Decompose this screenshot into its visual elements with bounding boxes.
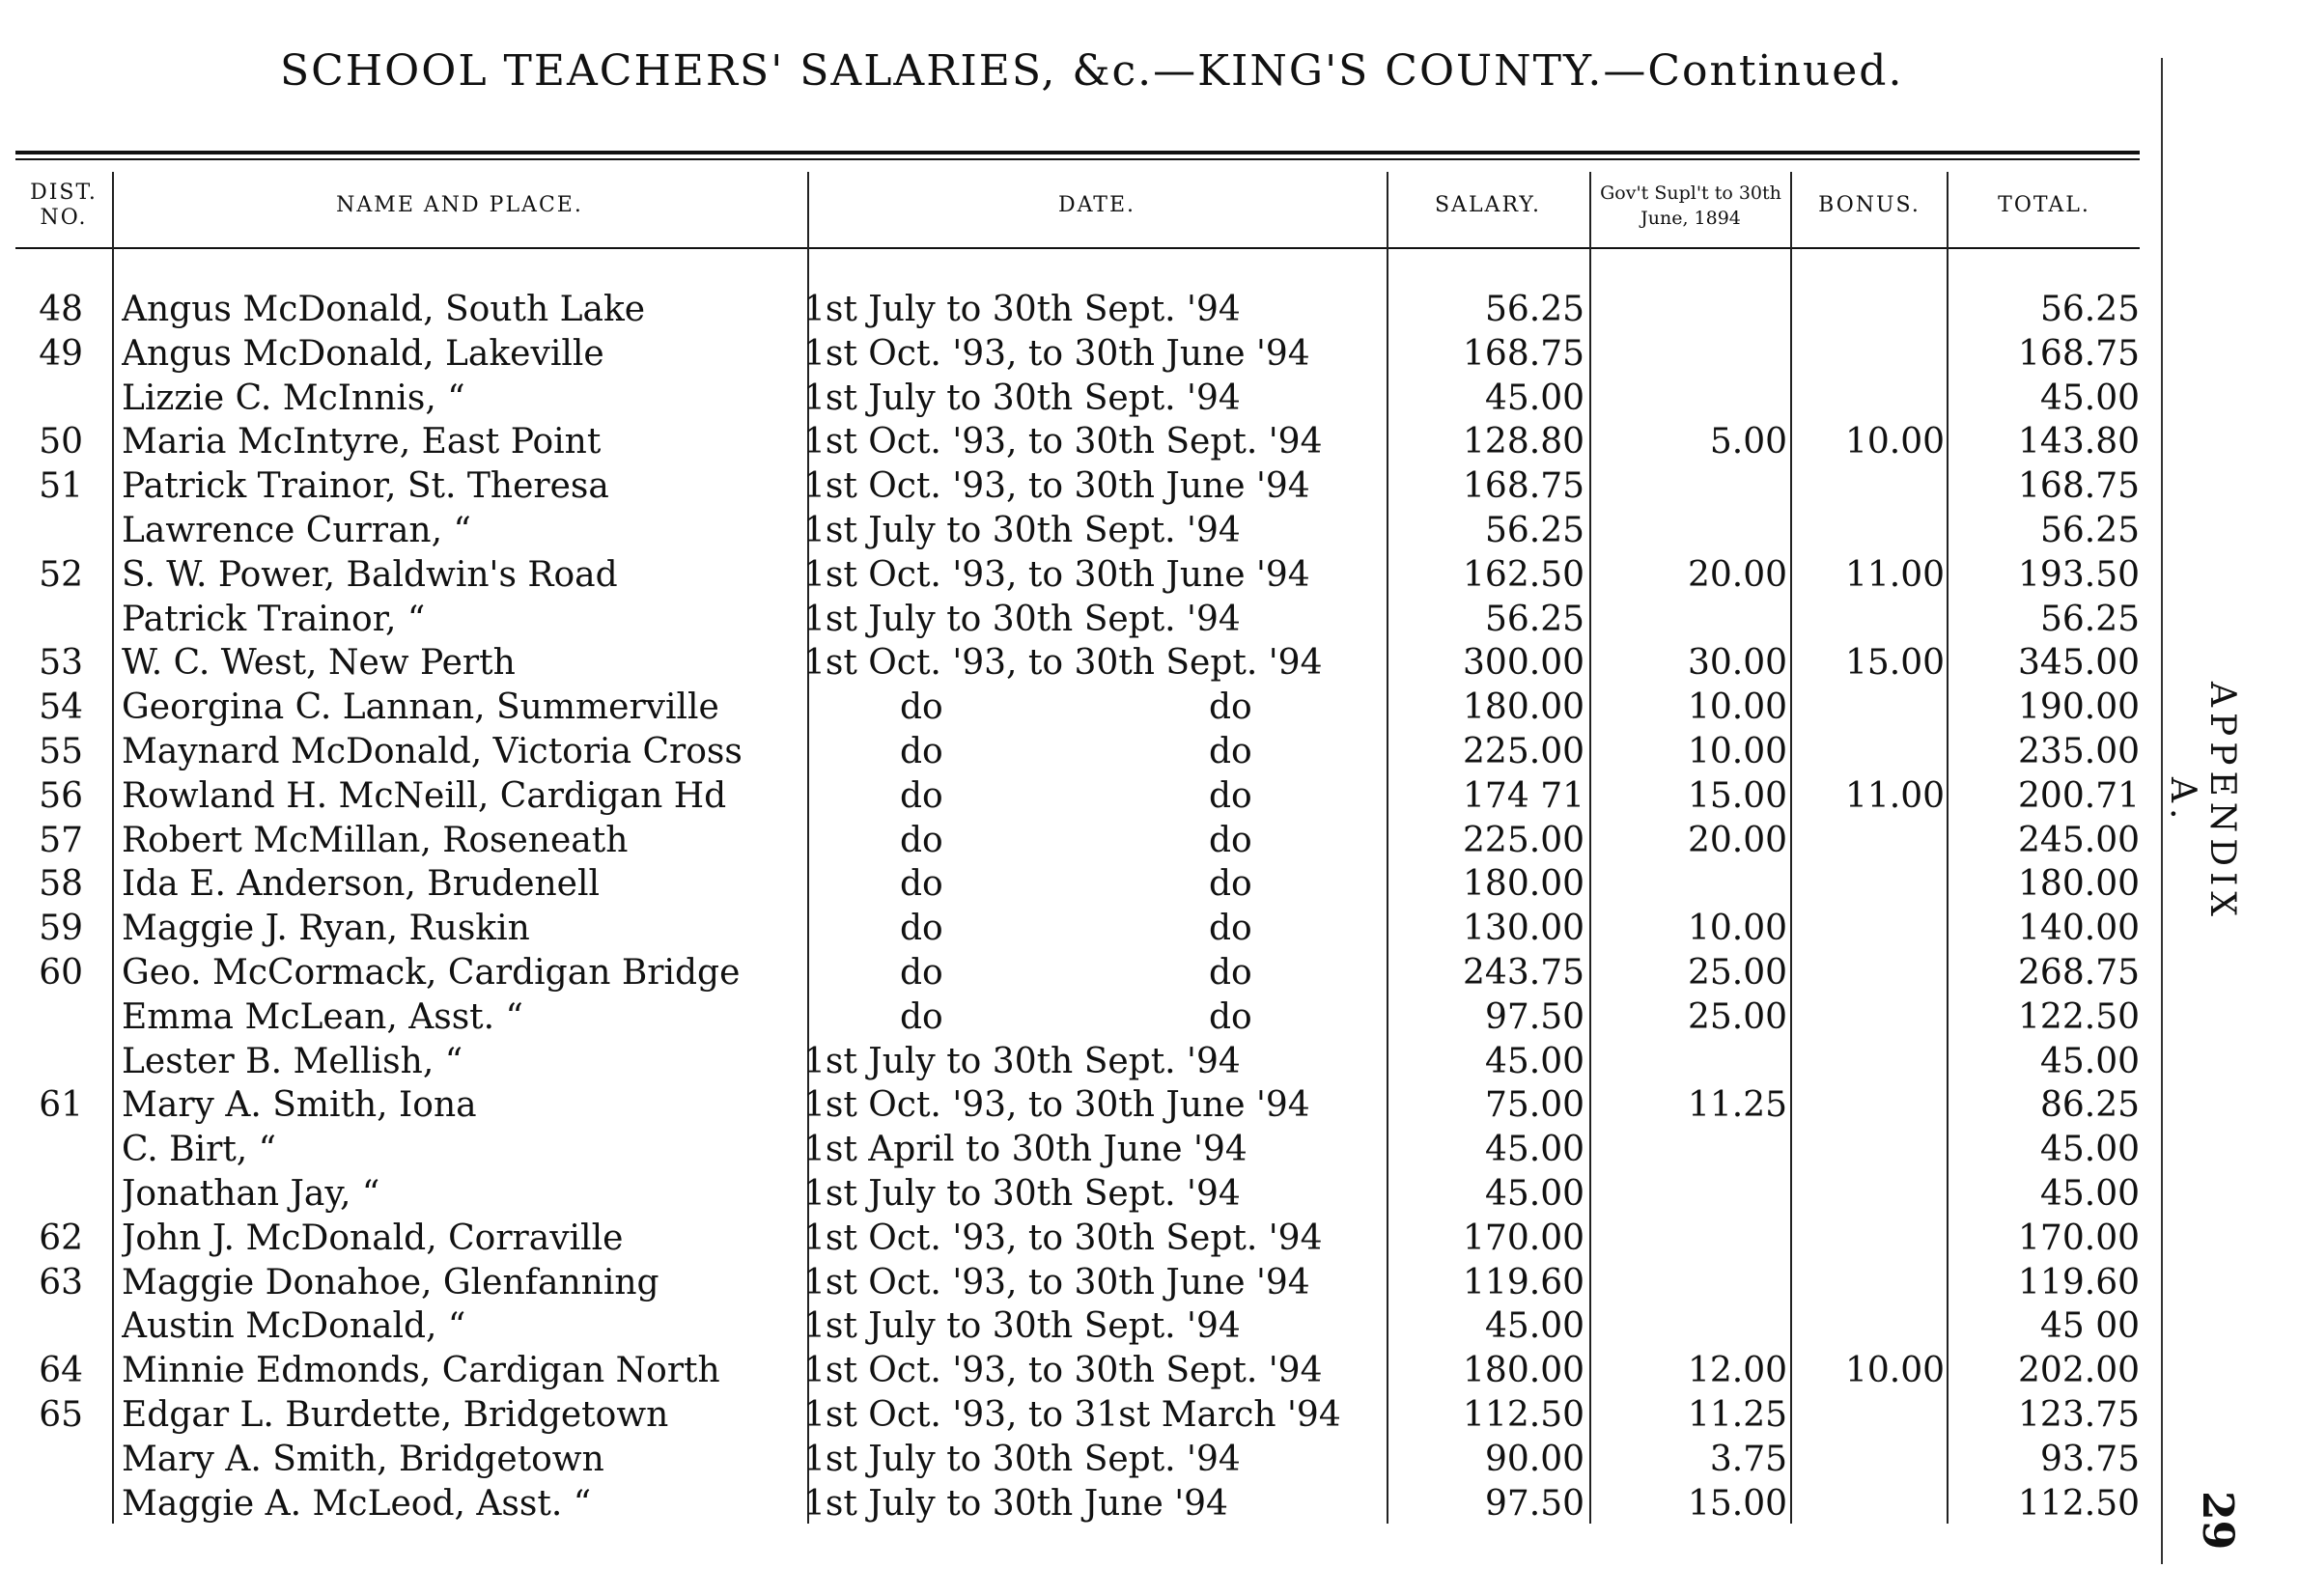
bonus bbox=[1792, 686, 1945, 730]
salary: 75.00 bbox=[1484, 1085, 1584, 1126]
total: 202.00 bbox=[2018, 1351, 2140, 1391]
table-row bbox=[15, 1482, 2140, 1526]
page-number: 29 bbox=[2193, 1491, 2242, 1551]
ditto-mark: do bbox=[900, 732, 943, 771]
table-row bbox=[15, 1393, 2140, 1438]
gov-supplement: 12.00 bbox=[1687, 1351, 1787, 1391]
date-ditto bbox=[803, 774, 1392, 819]
total: 119.60 bbox=[2018, 1262, 2140, 1302]
gov-supplement: 5.00 bbox=[1709, 422, 1787, 462]
date-ditto bbox=[803, 995, 1392, 1040]
name-and-place: Ida E. Anderson, Brudenell bbox=[122, 864, 601, 905]
bonus: 10.00 bbox=[1844, 422, 1945, 462]
total: 112.50 bbox=[2018, 1483, 2140, 1524]
header-rule-thick bbox=[15, 151, 2140, 154]
bonus bbox=[1792, 377, 1945, 421]
total: 45.00 bbox=[2039, 1130, 2140, 1170]
gov-supplement bbox=[1589, 1172, 1787, 1217]
date-range: 1st July to 30th June '94 bbox=[803, 1483, 1228, 1524]
total: 45.00 bbox=[2039, 378, 2140, 418]
table-row bbox=[15, 641, 2140, 686]
date-range: 1st Oct. '93, to 30th June '94 bbox=[803, 333, 1310, 374]
date-ditto bbox=[803, 951, 1392, 995]
date-ditto bbox=[803, 819, 1392, 863]
name-and-place: John J. McDonald, Corraville bbox=[122, 1218, 624, 1258]
ditto-mark: do bbox=[1209, 953, 1252, 993]
col-header-date: DATE. bbox=[1057, 193, 1136, 217]
name-and-place: Mary A. Smith, Iona bbox=[122, 1085, 477, 1126]
date-ditto bbox=[803, 686, 1392, 730]
gov-supplement: 11.25 bbox=[1687, 1085, 1787, 1126]
bonus bbox=[1792, 288, 1945, 332]
dist-no: 54 bbox=[39, 687, 83, 728]
date-range: 1st Oct. '93, to 30th Sept. '94 bbox=[803, 1218, 1323, 1258]
name-and-place: Lawrence Curran, “ bbox=[122, 511, 471, 550]
date-range: 1st July to 30th Sept. '94 bbox=[803, 511, 1241, 550]
dist-no bbox=[15, 509, 83, 553]
salary: 243.75 bbox=[1463, 953, 1584, 993]
date-range: 1st July to 30th Sept. '94 bbox=[803, 599, 1241, 639]
total: 168.75 bbox=[2018, 333, 2140, 374]
salary: 170.00 bbox=[1463, 1218, 1584, 1258]
gov-supplement bbox=[1589, 1217, 1787, 1261]
ditto-mark: do bbox=[1209, 820, 1252, 860]
date-range: 1st Oct. '93, to 30th June '94 bbox=[803, 466, 1310, 507]
name-and-place: Minnie Edmonds, Cardigan North bbox=[122, 1351, 720, 1391]
salary: 45.00 bbox=[1484, 1041, 1584, 1081]
dist-no: 61 bbox=[39, 1085, 83, 1126]
bonus: 11.00 bbox=[1844, 554, 1945, 595]
name-and-place: Maynard McDonald, Victoria Cross bbox=[122, 732, 743, 771]
col-header-bonus: BONUS. bbox=[1818, 193, 1921, 217]
date-range: 1st Oct. '93, to 30th June '94 bbox=[803, 554, 1310, 595]
date-range: 1st July to 30th Sept. '94 bbox=[803, 1306, 1241, 1347]
total: 140.00 bbox=[2018, 909, 2140, 949]
salary: 56.25 bbox=[1484, 511, 1584, 550]
name-and-place: Patrick Trainor, St. Theresa bbox=[122, 466, 609, 507]
ditto-mark: do bbox=[1209, 909, 1252, 949]
bonus bbox=[1792, 730, 1945, 774]
total: 122.50 bbox=[2018, 996, 2140, 1037]
dist-no: 48 bbox=[39, 290, 83, 329]
total: 190.00 bbox=[2018, 687, 2140, 728]
name-and-place: Austin McDonald, “ bbox=[122, 1306, 466, 1347]
name-and-place: Maggie A. McLeod, Asst. “ bbox=[122, 1483, 592, 1524]
total: 93.75 bbox=[2039, 1439, 2140, 1479]
gov-supplement bbox=[1589, 1304, 1787, 1349]
total: 56.25 bbox=[2039, 599, 2140, 639]
dist-no: 57 bbox=[39, 820, 83, 860]
salary: 225.00 bbox=[1463, 820, 1584, 860]
date-range: 1st Oct. '93, to 31st March '94 bbox=[803, 1395, 1341, 1435]
bonus bbox=[1792, 598, 1945, 642]
name-and-place: Angus McDonald, South Lake bbox=[122, 290, 646, 329]
table-row bbox=[15, 1128, 2140, 1172]
appendix-label: APPENDIX A. bbox=[2163, 681, 2242, 922]
gov-supplement bbox=[1589, 1040, 1787, 1084]
gov-supplement bbox=[1589, 377, 1787, 421]
dist-no: 51 bbox=[39, 466, 83, 507]
ditto-mark: do bbox=[900, 687, 943, 728]
salary: 56.25 bbox=[1484, 290, 1584, 329]
ditto-mark: do bbox=[900, 909, 943, 949]
salary: 112.50 bbox=[1463, 1395, 1584, 1435]
dist-no: 62 bbox=[39, 1218, 83, 1258]
name-and-place: Georgina C. Lannan, Summerville bbox=[122, 687, 719, 728]
salary: 180.00 bbox=[1463, 687, 1584, 728]
dist-no: 53 bbox=[39, 643, 83, 684]
name-and-place: Robert McMillan, Roseneath bbox=[122, 820, 629, 860]
dist-no: 55 bbox=[39, 732, 83, 771]
table-row bbox=[15, 420, 2140, 464]
salary: 97.50 bbox=[1484, 996, 1584, 1037]
date-range: 1st July to 30th Sept. '94 bbox=[803, 290, 1241, 329]
gov-supplement: 10.00 bbox=[1687, 909, 1787, 949]
total: 56.25 bbox=[2039, 290, 2140, 329]
column-header-rule bbox=[15, 247, 2140, 249]
header-rule-thin bbox=[15, 158, 2140, 160]
table-row bbox=[15, 1349, 2140, 1393]
bonus bbox=[1792, 951, 1945, 995]
name-and-place: Patrick Trainor, “ bbox=[122, 599, 426, 639]
bonus bbox=[1792, 1261, 1945, 1305]
dist-no: 64 bbox=[39, 1351, 83, 1391]
total: 45.00 bbox=[2039, 1174, 2140, 1214]
salary: 45.00 bbox=[1484, 1174, 1584, 1214]
bonus: 10.00 bbox=[1844, 1351, 1945, 1391]
gov-supplement bbox=[1589, 464, 1787, 509]
col-header-total: TOTAL. bbox=[1998, 193, 2090, 217]
salary: 56.25 bbox=[1484, 599, 1584, 639]
total: 143.80 bbox=[2018, 422, 2140, 462]
ditto-mark: do bbox=[1209, 775, 1252, 816]
salary: 174 71 bbox=[1463, 775, 1584, 816]
ditto-mark: do bbox=[1209, 996, 1252, 1037]
date-ditto bbox=[803, 730, 1392, 774]
bonus bbox=[1792, 1304, 1945, 1349]
date-range: 1st Oct. '93, to 30th Sept. '94 bbox=[803, 1351, 1323, 1391]
total: 56.25 bbox=[2039, 511, 2140, 550]
gov-supplement bbox=[1589, 509, 1787, 553]
gov-supplement: 11.25 bbox=[1687, 1395, 1787, 1435]
dist-no bbox=[15, 1482, 83, 1526]
gov-supplement: 20.00 bbox=[1687, 554, 1787, 595]
salary: 168.75 bbox=[1463, 466, 1584, 507]
table-row bbox=[15, 730, 2140, 774]
name-and-place: Rowland H. McNeill, Cardigan Hd bbox=[122, 775, 727, 816]
dist-no: 58 bbox=[39, 864, 83, 905]
bonus bbox=[1792, 1482, 1945, 1526]
table-row bbox=[15, 1040, 2140, 1084]
table-row bbox=[15, 509, 2140, 553]
dist-no bbox=[15, 598, 83, 642]
bonus bbox=[1792, 907, 1945, 951]
date-range: 1st July to 30th Sept. '94 bbox=[803, 1439, 1241, 1479]
table-row bbox=[15, 1261, 2140, 1305]
table-row bbox=[15, 1083, 2140, 1128]
bonus: 15.00 bbox=[1844, 643, 1945, 684]
col-header-salary: SALARY. bbox=[1434, 193, 1542, 217]
dist-no: 50 bbox=[39, 422, 83, 462]
date-range: 1st Oct. '93, to 30th June '94 bbox=[803, 1085, 1310, 1126]
salary: 180.00 bbox=[1463, 1351, 1584, 1391]
total: 345.00 bbox=[2018, 643, 2140, 684]
salary: 90.00 bbox=[1484, 1439, 1584, 1479]
salary: 300.00 bbox=[1463, 643, 1584, 684]
salary: 119.60 bbox=[1463, 1262, 1584, 1302]
name-and-place: S. W. Power, Baldwin's Road bbox=[122, 554, 618, 595]
ditto-mark: do bbox=[1209, 732, 1252, 771]
dist-no: 59 bbox=[39, 909, 83, 949]
total: 86.25 bbox=[2039, 1085, 2140, 1126]
ditto-mark: do bbox=[900, 864, 943, 905]
salary: 130.00 bbox=[1463, 909, 1584, 949]
bonus bbox=[1792, 1438, 1945, 1482]
table-row bbox=[15, 598, 2140, 642]
col-header-dist: DIST. NO. bbox=[30, 181, 98, 230]
name-and-place: Mary A. Smith, Bridgetown bbox=[122, 1439, 604, 1479]
dist-no: 60 bbox=[39, 953, 83, 993]
table-row bbox=[15, 1438, 2140, 1482]
dist-no bbox=[15, 1040, 83, 1084]
ditto-mark: do bbox=[900, 775, 943, 816]
date-ditto bbox=[803, 862, 1392, 907]
total: 200.71 bbox=[2018, 775, 2140, 816]
table-row bbox=[15, 288, 2140, 332]
dist-no bbox=[15, 1438, 83, 1482]
date-range: 1st April to 30th June '94 bbox=[803, 1130, 1248, 1170]
gov-supplement: 10.00 bbox=[1687, 732, 1787, 771]
gov-supplement: 20.00 bbox=[1687, 820, 1787, 860]
table-row bbox=[15, 1304, 2140, 1349]
salary: 162.50 bbox=[1463, 554, 1584, 595]
total: 45 00 bbox=[2039, 1306, 2140, 1347]
name-and-place: Lester B. Mellish, “ bbox=[122, 1041, 463, 1081]
table-row bbox=[15, 1172, 2140, 1217]
gov-supplement: 30.00 bbox=[1687, 643, 1787, 684]
gov-supplement bbox=[1589, 288, 1787, 332]
table-row bbox=[15, 686, 2140, 730]
name-and-place: Maria McIntyre, East Point bbox=[122, 422, 602, 462]
dist-no: 52 bbox=[39, 554, 83, 595]
table-row bbox=[15, 907, 2140, 951]
table-row bbox=[15, 1217, 2140, 1261]
bonus bbox=[1792, 464, 1945, 509]
total: 168.75 bbox=[2018, 466, 2140, 507]
dist-no: 56 bbox=[39, 775, 83, 816]
ditto-mark: do bbox=[900, 953, 943, 993]
table-row bbox=[15, 553, 2140, 598]
gov-supplement: 15.00 bbox=[1687, 1483, 1787, 1524]
salary: 225.00 bbox=[1463, 732, 1584, 771]
ditto-mark: do bbox=[1209, 864, 1252, 905]
name-and-place: Jonathan Jay, “ bbox=[122, 1174, 380, 1214]
dist-no bbox=[15, 1304, 83, 1349]
col-header-name: NAME AND PLACE. bbox=[336, 193, 583, 217]
gov-supplement: 25.00 bbox=[1687, 953, 1787, 993]
table-row bbox=[15, 464, 2140, 509]
salary: 45.00 bbox=[1484, 1130, 1584, 1170]
date-range: 1st July to 30th Sept. '94 bbox=[803, 378, 1241, 418]
ditto-mark: do bbox=[1209, 687, 1252, 728]
bonus bbox=[1792, 1393, 1945, 1438]
page-title: SCHOOL TEACHERS' SALARIES, &c.—KING'S COUNTY.—Continued. bbox=[280, 46, 1904, 96]
total: 245.00 bbox=[2018, 820, 2140, 860]
dist-no: 49 bbox=[39, 333, 83, 374]
table-row bbox=[15, 377, 2140, 421]
date-range: 1st July to 30th Sept. '94 bbox=[803, 1174, 1241, 1214]
name-and-place: C. Birt, “ bbox=[122, 1130, 277, 1170]
name-and-place: Lizzie C. McInnis, “ bbox=[122, 378, 465, 418]
bonus bbox=[1792, 819, 1945, 863]
dist-no: 63 bbox=[39, 1262, 83, 1302]
salary: 45.00 bbox=[1484, 378, 1584, 418]
salary: 128.80 bbox=[1463, 422, 1584, 462]
salary: 97.50 bbox=[1484, 1483, 1584, 1524]
total: 180.00 bbox=[2018, 864, 2140, 905]
total: 193.50 bbox=[2018, 554, 2140, 595]
name-and-place: Maggie Donahoe, Glenfanning bbox=[122, 1262, 659, 1302]
col-header-gov-supplement: Gov't Supl't to 30th June, 1894 bbox=[1600, 182, 1781, 229]
total: 123.75 bbox=[2018, 1395, 2140, 1435]
total: 170.00 bbox=[2018, 1218, 2140, 1258]
bonus bbox=[1792, 332, 1945, 377]
date-range: 1st Oct. '93, to 30th June '94 bbox=[803, 1262, 1310, 1302]
dist-no: 65 bbox=[39, 1395, 83, 1435]
name-and-place: W. C. West, New Perth bbox=[122, 643, 516, 684]
dist-no bbox=[15, 1128, 83, 1172]
name-and-place: Angus McDonald, Lakeville bbox=[122, 333, 604, 374]
table-row bbox=[15, 951, 2140, 995]
name-and-place: Geo. McCormack, Cardigan Bridge bbox=[122, 953, 741, 993]
gov-supplement bbox=[1589, 598, 1787, 642]
date-ditto bbox=[803, 907, 1392, 951]
table-row bbox=[15, 819, 2140, 863]
gov-supplement: 3.75 bbox=[1709, 1439, 1787, 1479]
table-row bbox=[15, 332, 2140, 377]
bonus bbox=[1792, 1040, 1945, 1084]
name-and-place: Edgar L. Burdette, Bridgetown bbox=[122, 1395, 669, 1435]
gov-supplement bbox=[1589, 332, 1787, 377]
dist-no bbox=[15, 377, 83, 421]
gov-supplement bbox=[1589, 862, 1787, 907]
bonus bbox=[1792, 995, 1945, 1040]
bonus: 11.00 bbox=[1844, 775, 1945, 816]
name-and-place: Emma McLean, Asst. “ bbox=[122, 996, 523, 1037]
table-row bbox=[15, 995, 2140, 1040]
bonus bbox=[1792, 862, 1945, 907]
table-row bbox=[15, 862, 2140, 907]
bonus bbox=[1792, 1217, 1945, 1261]
date-range: 1st Oct. '93, to 30th Sept. '94 bbox=[803, 422, 1323, 462]
salary: 168.75 bbox=[1463, 333, 1584, 374]
date-range: 1st Oct. '93, to 30th Sept. '94 bbox=[803, 643, 1323, 684]
gov-supplement: 15.00 bbox=[1687, 775, 1787, 816]
date-range: 1st July to 30th Sept. '94 bbox=[803, 1041, 1241, 1081]
bonus bbox=[1792, 1172, 1945, 1217]
name-and-place: Maggie J. Ryan, Ruskin bbox=[122, 909, 530, 949]
total: 268.75 bbox=[2018, 953, 2140, 993]
total: 235.00 bbox=[2018, 732, 2140, 771]
salary: 180.00 bbox=[1463, 864, 1584, 905]
dist-no bbox=[15, 995, 83, 1040]
gov-supplement: 25.00 bbox=[1687, 996, 1787, 1037]
gov-supplement: 10.00 bbox=[1687, 687, 1787, 728]
table-row bbox=[15, 774, 2140, 819]
bonus bbox=[1792, 1128, 1945, 1172]
gov-supplement bbox=[1589, 1128, 1787, 1172]
total: 45.00 bbox=[2039, 1041, 2140, 1081]
ditto-mark: do bbox=[900, 996, 943, 1037]
bonus bbox=[1792, 509, 1945, 553]
salary: 45.00 bbox=[1484, 1306, 1584, 1347]
ditto-mark: do bbox=[900, 820, 943, 860]
bonus bbox=[1792, 1083, 1945, 1128]
gov-supplement bbox=[1589, 1261, 1787, 1305]
dist-no bbox=[15, 1172, 83, 1217]
